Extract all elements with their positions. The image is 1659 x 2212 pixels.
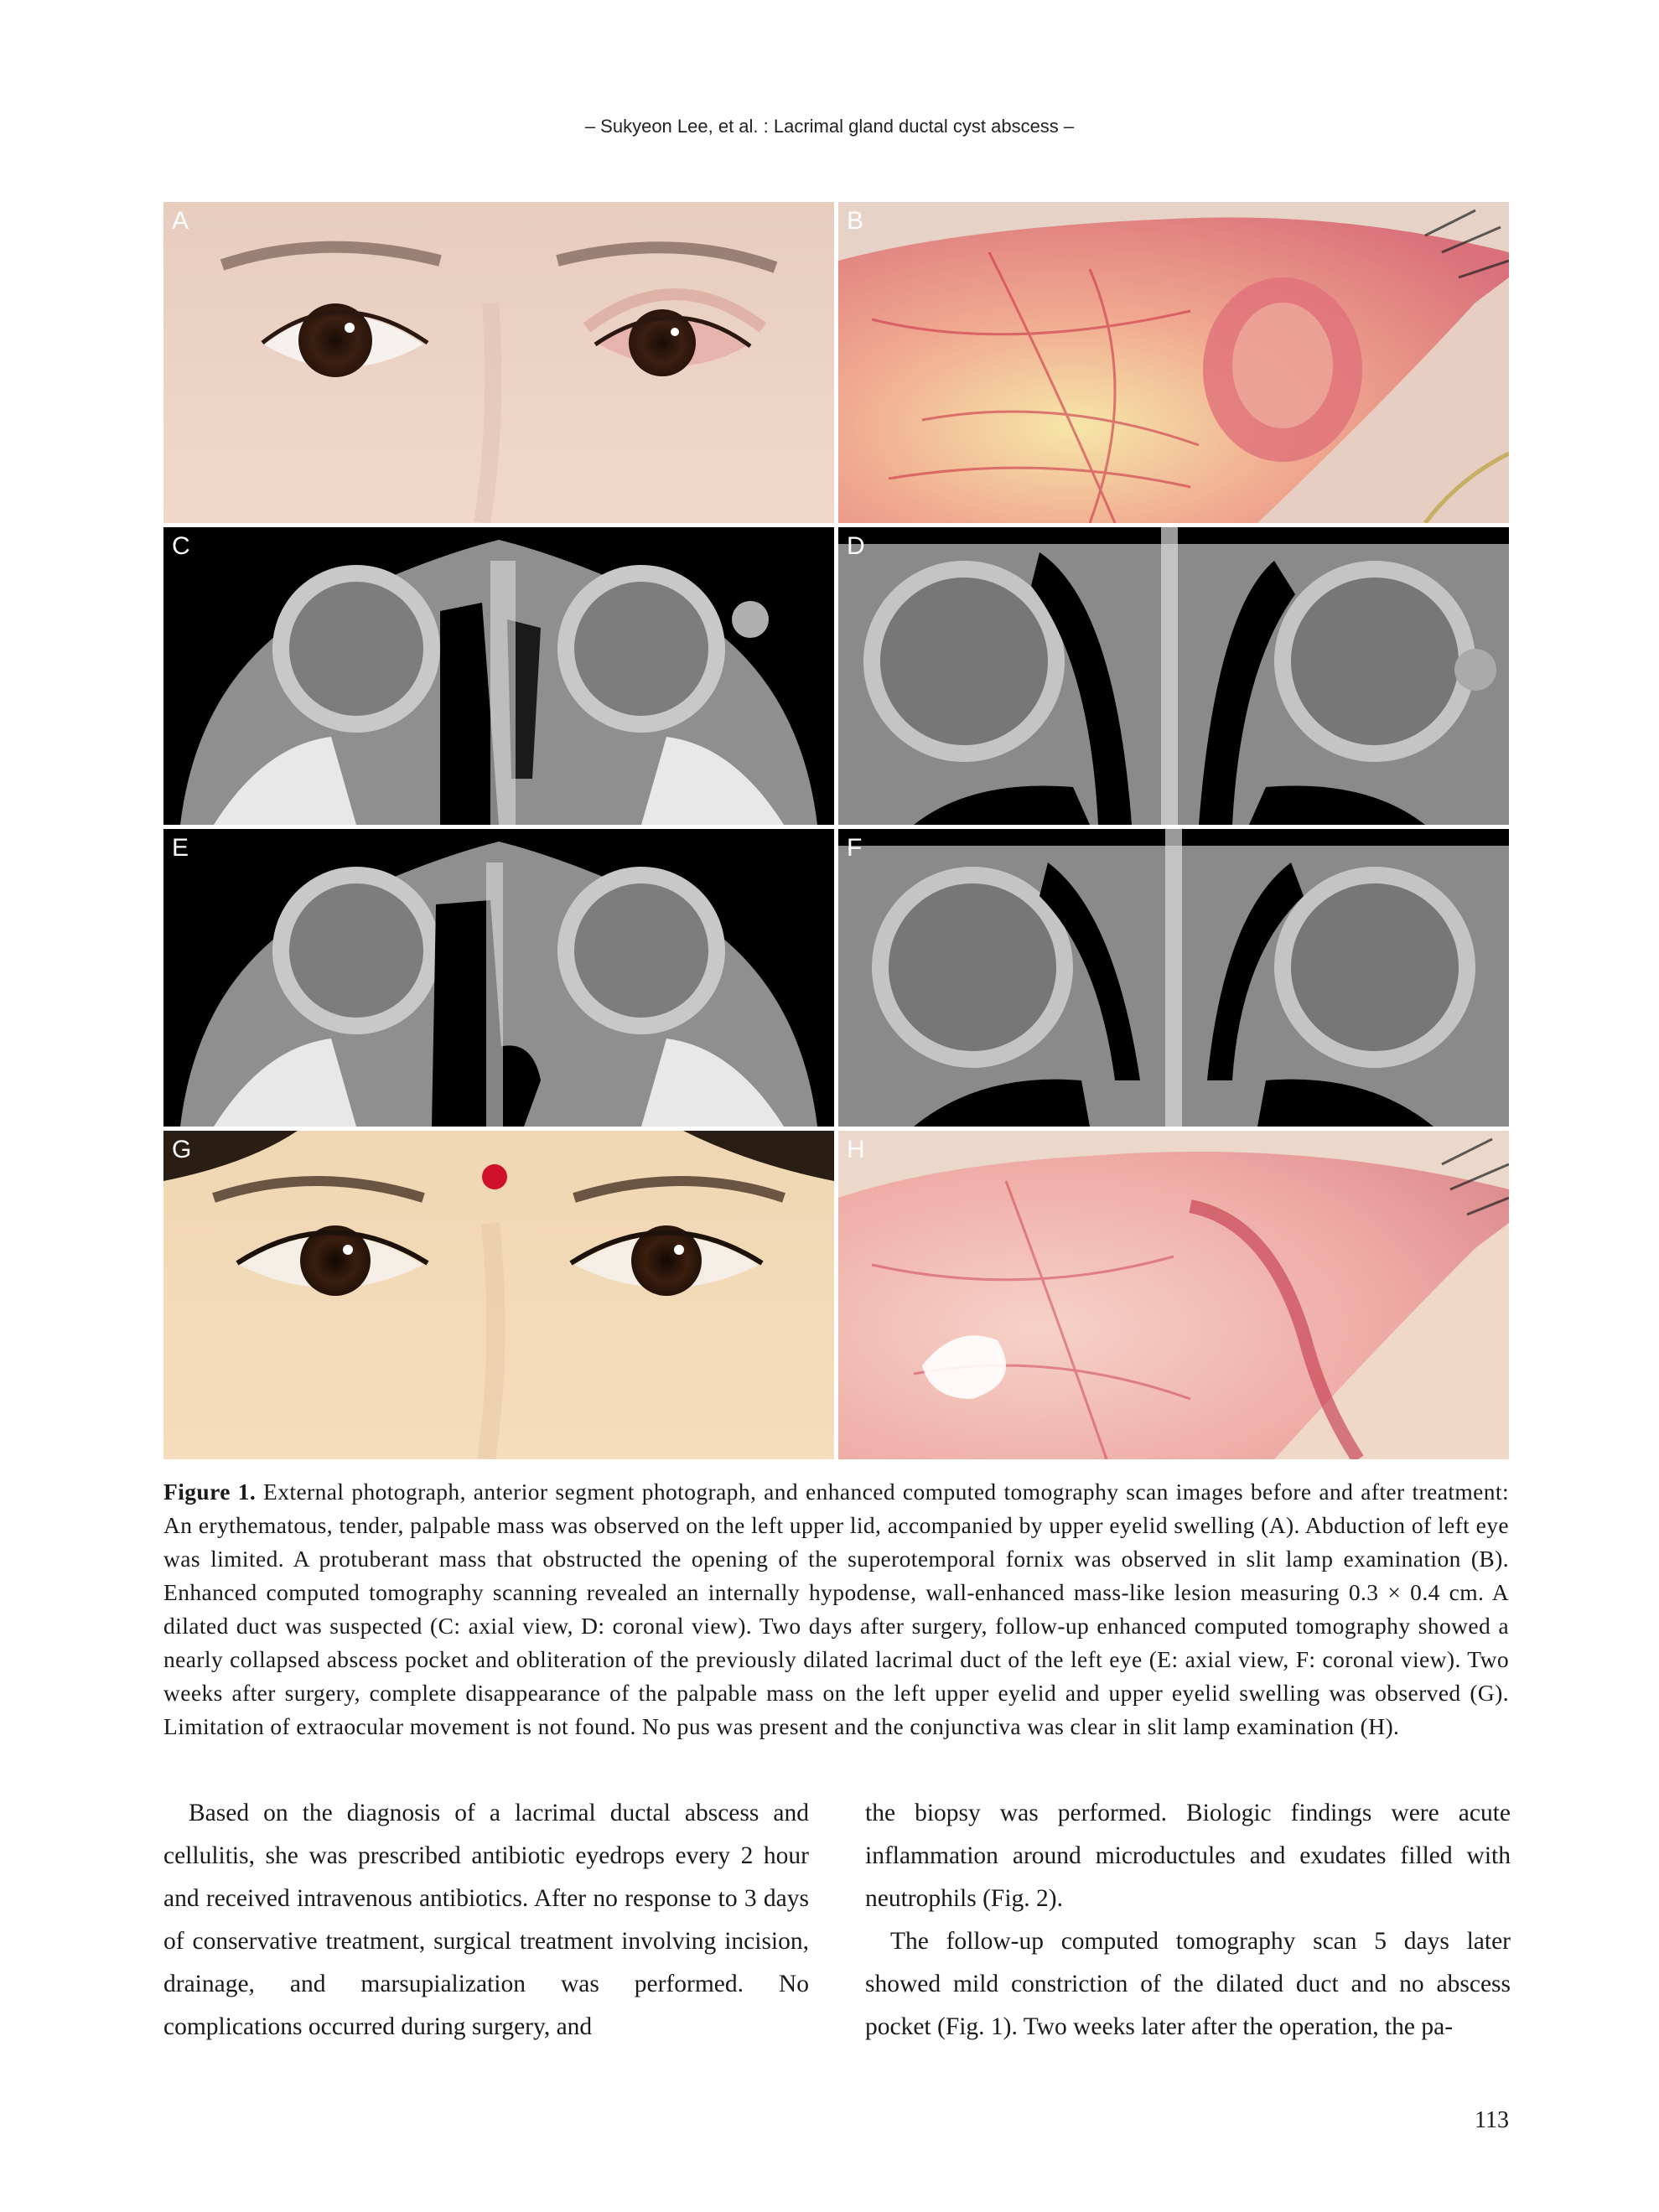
panel-label-e: E — [172, 834, 189, 862]
panel-d-coronal-ct — [838, 527, 1509, 825]
panel-e-axial-ct — [163, 829, 834, 1127]
panel-h-slit-lamp — [838, 1131, 1509, 1459]
coronal-ct-after-image — [838, 829, 1509, 1127]
body-column-right — [865, 1792, 1511, 2049]
panel-b-slit-lamp — [838, 202, 1509, 523]
face-photo-after-image — [163, 1131, 834, 1459]
conjunctiva-before-image — [838, 202, 1509, 523]
figure-caption-label: Figure 1. — [163, 1479, 257, 1505]
panel-a-external-photo — [163, 202, 834, 523]
panel-label-f: F — [847, 834, 863, 862]
figure-caption — [163, 1475, 1509, 1743]
body-paragraph: The follow-up computed tomography scan 5 days later showed mild constriction of the dilated duct and no abscess pocket (Fig. 1). Two weeks later after the operation, the pa- — [865, 1928, 1511, 2040]
panel-label-g: G — [172, 1136, 192, 1163]
figure-1 — [163, 202, 1509, 1459]
body-column-left — [163, 1792, 809, 2049]
body-paragraph: Based on the diagnosis of a lacrimal ductal abscess and cellulitis, she was prescribed antibiotic eyedrops every 2 hour and received intravenous antibiotics. After no response to 3 days of conservative treatment, surgical treatment involving incision, drainage, and marsupialization was performed. No complications occurred during surgery, and — [163, 1800, 809, 2040]
running-head: – Sukyeon Lee, et al. : Lacrimal gland ductal cyst abscess – — [584, 116, 1075, 137]
body-paragraph: the biopsy was performed. Biologic findings were acute inflammation around microductules and exudates filled with neutrophils (Fig. 2). — [865, 1800, 1511, 1912]
panel-label-c: C — [172, 532, 190, 560]
figure-caption-text: External photograph, anterior segment photograph, and enhanced computed tomography scan images before and after treatment: An erythematous, tender, palpable mass was observed on the left upper lid, accompanied by upper eyelid swelling (A). Abduction of left eye was limited. A protuberant mass that obstructed the opening of the superotemporal fornix was observed in slit lamp examination (B). Enhanced computed tomography scanning revealed an internally hypodense, wall-enhanced mass-like lesion measuring 0.3 × 0.4 cm. A dilated duct was suspected (C: axial view, D: coronal view). Two days after surgery, follow-up enhanced computed tomography showed a nearly collapsed abscess pocket and obliteration of the previously dilated lacrimal duct of the left eye (E: axial view, F: coronal view). Two weeks after surgery, complete disappearance of the palpable mass on the left upper eyelid and upper eyelid swelling was observed (G). Limitation of extraocular movement is not found. No pus was present and the conjunctiva was clear in slit lamp examination (H). — [163, 1479, 1509, 1739]
coronal-ct-before-image — [838, 527, 1509, 825]
panel-label-a: A — [172, 207, 189, 235]
panel-label-d: D — [847, 532, 865, 560]
panel-c-axial-ct — [163, 527, 834, 825]
page-number: 113 — [1475, 2107, 1509, 2133]
panel-label-h: H — [847, 1136, 865, 1163]
conjunctiva-after-image — [838, 1131, 1509, 1459]
axial-ct-after-image — [163, 829, 834, 1127]
panel-g-external-photo — [163, 1131, 834, 1459]
panel-label-b: B — [847, 207, 864, 235]
panel-f-coronal-ct — [838, 829, 1509, 1127]
face-photo-before-image — [163, 202, 834, 523]
axial-ct-before-image — [163, 527, 834, 825]
